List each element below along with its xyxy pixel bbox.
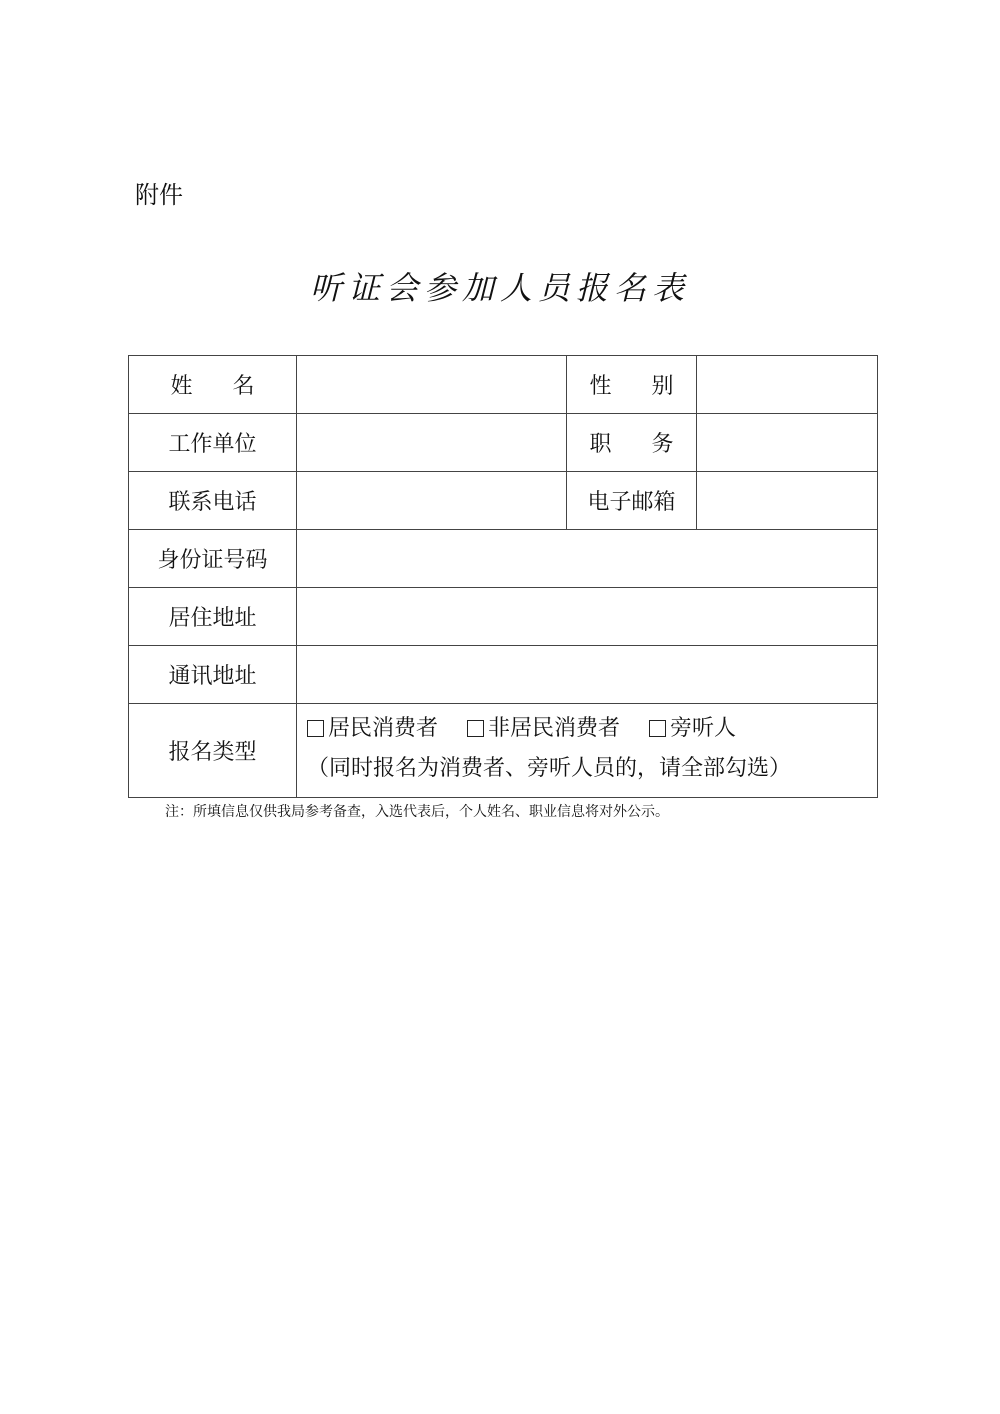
- name-field[interactable]: [297, 356, 567, 414]
- footer-note: 注：所填信息仅供我局参考备查，入选代表后，个人姓名、职业信息将对外公示。: [165, 804, 669, 820]
- id-number-label: 身份证号码: [129, 530, 297, 588]
- registration-form-table: [128, 355, 878, 798]
- registration-type-label: 报名类型: [129, 704, 297, 798]
- form-title: 听证会参加人员报名表: [309, 269, 690, 307]
- option-observer[interactable]: [649, 712, 736, 746]
- work-unit-label: 工作单位: [129, 414, 297, 472]
- gender-label: 性 别: [567, 356, 697, 414]
- option-label: 居民消费者: [328, 716, 439, 741]
- checkbox-icon[interactable]: [307, 720, 324, 737]
- registration-type-options: [307, 712, 877, 746]
- option-non-resident-consumer[interactable]: [467, 712, 620, 746]
- options-hint: （同时报名为消费者、旁听人员的，请全部勾选）: [307, 756, 792, 781]
- phone-label: 联系电话: [129, 472, 297, 530]
- work-unit-field[interactable]: [297, 414, 567, 472]
- position-field[interactable]: [697, 414, 878, 472]
- mailing-address-field[interactable]: [297, 646, 878, 704]
- option-label: 非居民消费者: [488, 716, 621, 741]
- residence-field[interactable]: [297, 588, 878, 646]
- email-label: 电子邮箱: [567, 472, 697, 530]
- option-resident-consumer[interactable]: [307, 712, 438, 746]
- checkbox-icon[interactable]: [649, 720, 666, 737]
- option-label: 旁听人: [670, 716, 737, 741]
- phone-field[interactable]: [297, 472, 567, 530]
- residence-label: 居住地址: [129, 588, 297, 646]
- position-label: 职 务: [567, 414, 697, 472]
- gender-field[interactable]: [697, 356, 878, 414]
- name-label: 姓 名: [129, 356, 297, 414]
- mailing-address-label: 通讯地址: [129, 646, 297, 704]
- id-number-field[interactable]: [297, 530, 878, 588]
- email-field[interactable]: [697, 472, 878, 530]
- attachment-label: 附件: [135, 181, 183, 209]
- checkbox-icon[interactable]: [467, 720, 484, 737]
- registration-type-field: [297, 704, 878, 798]
